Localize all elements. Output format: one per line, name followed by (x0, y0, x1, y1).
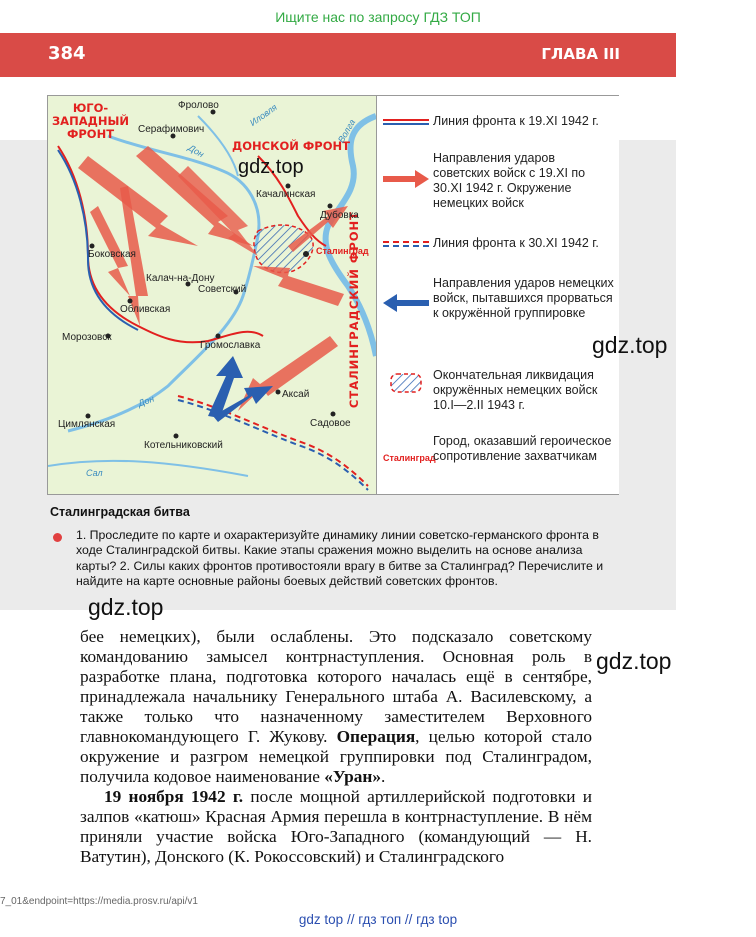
legend-german-attacks: Направления ударов немецких войск, пытавшихся прорваться к окружённой группировке (433, 276, 614, 320)
soviet-arrow-1 (78, 156, 198, 246)
don-front-label: ДОНСКОЙ ФРОНТ (232, 139, 350, 153)
legend-liquidation-icon (383, 368, 429, 398)
city-stalingrad: Сталинград (316, 246, 369, 256)
legend-line-30xi: Линия фронта к 30.XI 1942 г. (433, 236, 599, 250)
city-aksay: Аксай (282, 389, 310, 400)
main-text (80, 627, 592, 867)
city-dubovka: Дубовка (320, 210, 359, 221)
legend-line-19xi-icon (383, 118, 429, 126)
city-oblivskaya: Обливская (120, 304, 171, 315)
river-don-bottom-label: Дон (136, 393, 156, 409)
map-figure (47, 95, 619, 495)
city-frolovo: Фролово (178, 100, 219, 111)
legend-liquidation: Окончательная ликвидация окружённых немецких войск 10.I—2.II 1943 г. (433, 368, 598, 412)
legend-hero-city-sample: Сталинград (383, 453, 436, 463)
figure-caption: Сталинградская битва (50, 505, 190, 519)
river-sal-label: Сал (86, 468, 103, 478)
battle-map (48, 96, 376, 494)
question-bullet-icon (53, 533, 62, 542)
city-kachalinskaya: Качалинская (256, 189, 316, 200)
figure-questions: 1. Проследите по карте и охарактеризуйте динамику линии советско-германского фронта в ходе Сталинградской битвы. Какие этапы сражения можно выделить на основе анализа карты? 2. Силы каких фронтов противостояли врагу в битве за Сталинград? Перечислите и найдите на карте основные районы боевых действий советских фронтов. (76, 528, 604, 589)
chapter-title: ГЛАВА III (541, 45, 620, 63)
sal-river (48, 461, 248, 476)
uran-term: «Уран» (324, 767, 381, 786)
city-sadovoe: Садовое (310, 418, 351, 429)
legend-hero-city: Город, оказавший героическое сопротивление захватчикам (433, 434, 612, 463)
city-morozovsk: Морозовск (62, 332, 112, 343)
river-ilovlya-label: Иловля (247, 102, 279, 128)
page-number: 384 (48, 43, 86, 64)
legend-soviet-arrow-icon (383, 170, 429, 188)
legend-soviet-attacks: Направления ударов советских войск с 19.XI по 30.XI 1942 г. Окружение немецких войск (433, 151, 586, 210)
city-gromoslavka: Громославка (200, 340, 261, 351)
city-bokovskaya: Боковская (88, 249, 136, 260)
city-kalach: Калач-на-Дону (146, 273, 215, 284)
german-arrow-1 (208, 356, 243, 418)
southwest-front-label: ЮГО- ЗАПАДНЫЙ ФРОНТ (52, 101, 130, 141)
operation-term: Операция (336, 727, 416, 746)
soviet-arrow-6 (253, 266, 344, 306)
footer-links[interactable]: gdz top // гдз топ // гдз top (298, 912, 458, 927)
city-tsimlyanskaya: Цимлянская (58, 419, 116, 430)
paragraph-1: бее немецких), были ослаблены. Это подсказало советскому командованию замысел контрнаступления. Основная роль в разработке плана, подготовка которого началась ещё в сентябре, принадлежала начальнику Генерального штаба А. Василевскому, а также только что назначенному заместителем Верховного главнокомандующего Г. Жукову. Операция, целью которой стало окружение и разгром немецкой группировки под Сталинградом, получила кодовое наименование «Уран». (80, 627, 593, 786)
watermark-right-1: gdz.top (592, 332, 668, 358)
map-drawing (48, 96, 376, 494)
city-kotelnikovsky: Котельниковский (144, 440, 223, 451)
map-legend (376, 96, 619, 494)
city-serafimovich: Серафимович (138, 124, 205, 135)
stalingrad-front-label: СТАЛИНГРАДСКИЙ ФРОНТ (347, 211, 361, 409)
river-volga-label: Волга (335, 117, 358, 145)
paragraph-2: 19 ноября 1942 г. после мощной артиллерийской подготовки и залпов «катюш» Красная Армия перешла в контрнаступление. В нём приняли участие войска Юго-Западного (командующий — Н. Ватутин), Донского (К. Рокоссовский) и Сталинградского (80, 787, 592, 866)
top-search-banner[interactable]: Ищите нас по запросу ГДЗ ТОП (275, 9, 481, 25)
legend-line-19xi: Линия фронта к 19.XI 1942 г. (433, 114, 599, 128)
date-term: 19 ноября 1942 г. (104, 787, 244, 806)
page-header (0, 33, 676, 77)
watermark-right-2: gdz.top (596, 648, 672, 674)
map-watermark: gdz.top (238, 156, 304, 178)
url-fragment: 7_01&endpoint=https://media.prosv.ru/api/v1 (0, 896, 198, 907)
legend-german-arrow-icon (383, 294, 429, 312)
encirclement-area (254, 225, 313, 273)
legend-line-30xi-icon (383, 240, 429, 248)
city-sovetsky: Советский (198, 284, 247, 295)
river-don-top-label: Дон (186, 142, 206, 160)
watermark-left: gdz.top (88, 594, 164, 620)
